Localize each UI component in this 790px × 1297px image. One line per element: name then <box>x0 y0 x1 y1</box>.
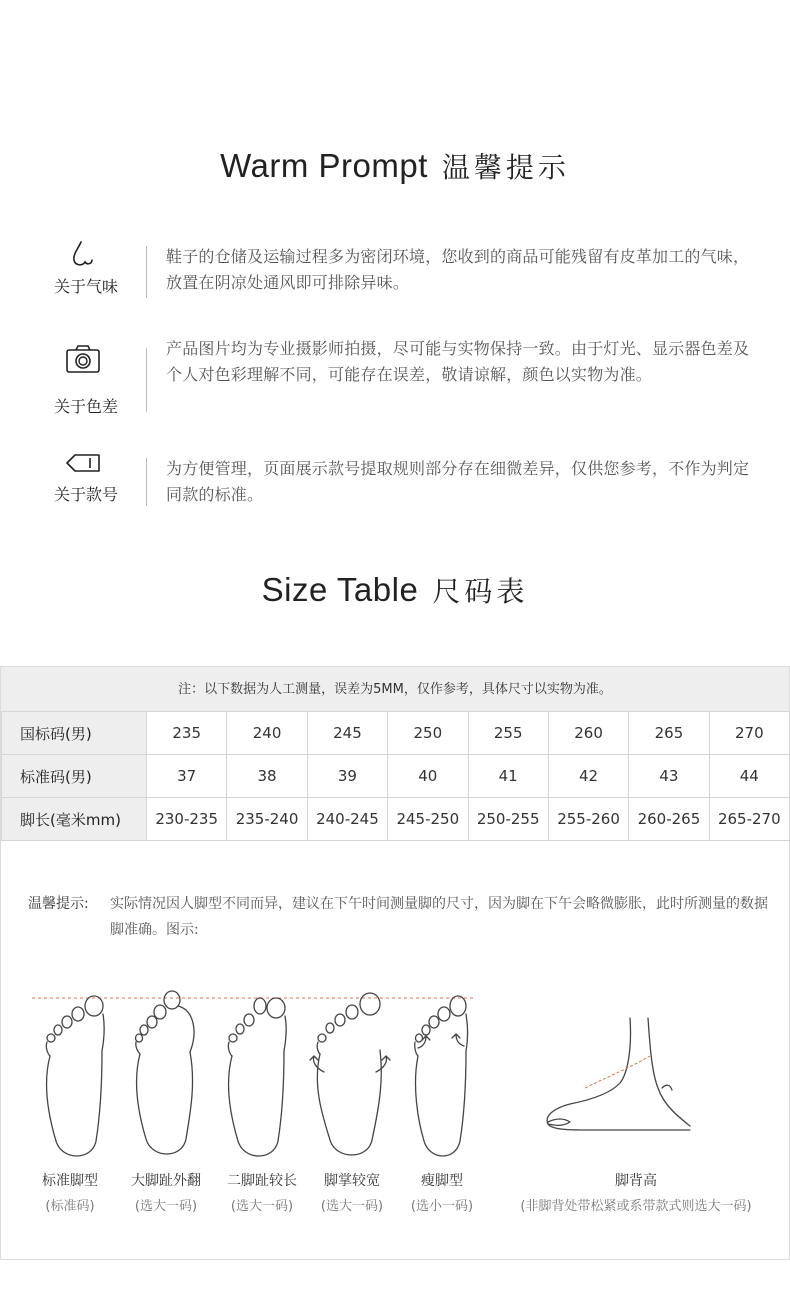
tip-label: 关于款号 <box>53 485 118 504</box>
size-table-title <box>0 570 790 610</box>
table-cell: 39 <box>307 755 387 798</box>
table-cell: 245-250 <box>388 798 468 841</box>
tip-divider <box>146 246 147 298</box>
tip-text: 为方便管理，页面展示款号提取规则部分存在细微差异，仅供您参考，不作为判定同款的标准。 <box>166 459 750 504</box>
foot-type-advice: (非脚背处带松紧或系带款式则选大一码) <box>520 1199 752 1214</box>
foot-long-second-toe-icon <box>228 998 286 1156</box>
table-cell: 240-245 <box>307 798 387 841</box>
size-table <box>1 711 790 841</box>
row-header: 脚长(毫米mm) <box>2 798 147 841</box>
tip-text: 鞋子的仓储及运输过程多为密闭环境，您收到的商品可能残留有皮革加工的气味，放置在阴凉处通风即可排除异味。 <box>166 247 750 292</box>
foot-types <box>0 990 790 1250</box>
table-cell: 255-260 <box>548 798 628 841</box>
foot-standard-icon <box>46 996 104 1156</box>
table-cell: 255 <box>468 712 548 755</box>
foot-illustrations <box>0 990 790 1160</box>
measure-tip-label: 温馨提示: <box>28 896 89 912</box>
table-cell: 37 <box>147 755 227 798</box>
table-cell: 235 <box>147 712 227 755</box>
tag-icon <box>65 452 101 482</box>
foot-slim-icon <box>415 996 468 1156</box>
tip-divider <box>146 458 147 506</box>
tip-color <box>40 339 760 416</box>
table-row <box>2 712 790 755</box>
tip-label: 关于色差 <box>53 397 118 416</box>
warm-prompt-title-en: Warm Prompt <box>220 147 428 184</box>
foot-type-advice: (标准码) <box>45 1199 95 1214</box>
warm-prompt-title-cn: 温馨提示 <box>441 151 570 184</box>
foot-type-name: 瘦脚型 <box>421 1173 463 1189</box>
table-cell: 250 <box>388 712 468 755</box>
size-table-title-cn: 尺码表 <box>432 575 529 608</box>
foot-type-name: 大脚趾外翻 <box>131 1173 201 1189</box>
instep-highlight <box>585 1056 650 1088</box>
foot-type-advice: (选大一码) <box>134 1199 198 1214</box>
table-row <box>2 755 790 798</box>
foot-type-name: 标准脚型 <box>42 1173 98 1189</box>
nose-icon <box>65 240 101 270</box>
measure-tip-text: 实际情况因人脚型不同而异，建议在下午时间测量脚的尺寸，因为脚在下午会略微膨胀，此时所测量的数据脚准确。图示: <box>110 896 768 938</box>
table-cell: 41 <box>468 755 548 798</box>
table-row <box>2 798 790 841</box>
table-cell: 38 <box>227 755 307 798</box>
foot-type-advice: (选大一码) <box>230 1199 294 1214</box>
foot-type-name: 二脚趾较长 <box>227 1173 297 1189</box>
row-header: 国标码(男) <box>2 712 147 755</box>
table-cell: 44 <box>709 755 789 798</box>
table-cell: 265-270 <box>709 798 789 841</box>
table-cell: 250-255 <box>468 798 548 841</box>
foot-type-name: 脚背高 <box>615 1173 657 1189</box>
table-cell: 43 <box>629 755 709 798</box>
size-table-title-en: Size Table <box>261 571 419 608</box>
tip-text: 产品图片均为专业摄影师拍摄，尽可能与实物保持一致。由于灯光、显示器色差及个人对色彩理解不同，可能存在误差，敬请谅解，颜色以实物为准。 <box>166 339 750 384</box>
tip-smell <box>40 240 760 300</box>
foot-type-advice: (选大一码) <box>320 1199 384 1214</box>
foot-high-instep-icon <box>547 1018 690 1130</box>
tip-divider <box>146 348 147 412</box>
table-cell: 40 <box>388 755 468 798</box>
table-cell: 260-265 <box>629 798 709 841</box>
foot-type-advice: (选小一码) <box>410 1199 474 1214</box>
table-cell: 265 <box>629 712 709 755</box>
table-cell: 270 <box>709 712 789 755</box>
table-cell: 240 <box>227 712 307 755</box>
table-cell: 235-240 <box>227 798 307 841</box>
table-cell: 245 <box>307 712 387 755</box>
table-cell: 260 <box>548 712 628 755</box>
foot-wide-icon <box>310 993 390 1155</box>
table-cell: 42 <box>548 755 628 798</box>
warm-prompt-title <box>0 146 790 186</box>
foot-type-name: 脚掌较宽 <box>324 1173 380 1189</box>
foot-bunion-icon <box>136 991 195 1154</box>
table-cell: 230-235 <box>147 798 227 841</box>
tip-label: 关于气味 <box>53 277 118 296</box>
tip-style-number <box>40 452 760 512</box>
camera-icon <box>65 344 101 374</box>
size-table-note: 注：以下数据为人工测量，误差为5MM，仅作参考，具体尺寸以实物为准。 <box>1 667 789 711</box>
row-header: 标准码(男) <box>2 755 147 798</box>
